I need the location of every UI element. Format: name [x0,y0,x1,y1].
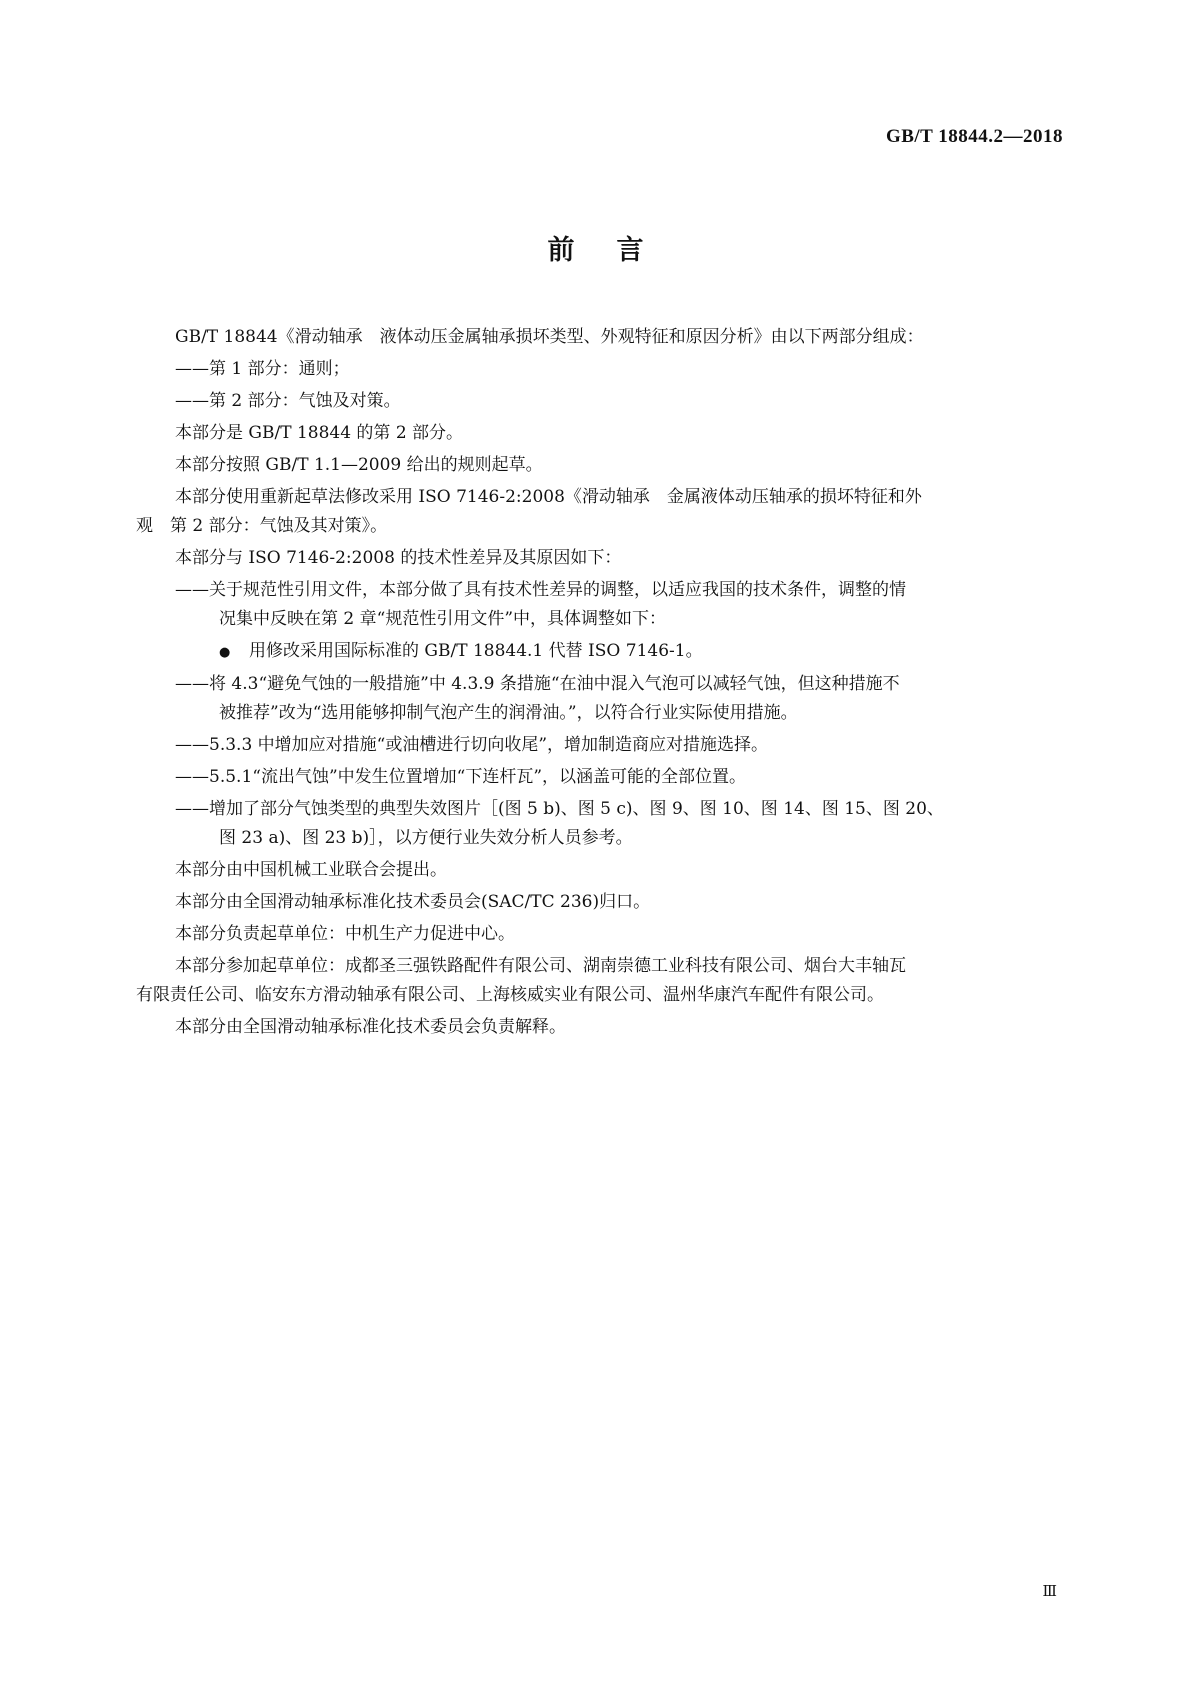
paragraph-adoption-line2: 观 第 2 部分：气蚀及其对策》。 [136,516,388,536]
paragraph-drafting-rules: 本部分按照 GB/T 1.1—2009 给出的规则起草。 [175,455,543,475]
paragraph-adoption-line1: 本部分使用重新起草法修改采用 ISO 7146-2:2008《滑动轴承 金属液体动压轴承的损坏特征和外 [175,487,922,507]
list-item-551: ——5.5.1“流出气蚀”中发生位置增加“下连杆瓦”，以涵盖可能的全部位置。 [175,767,747,787]
standard-code: GB/T 18844.2—2018 [885,126,1063,147]
paragraph-composition: GB/T 18844《滑动轴承 液体动压金属轴承损坏类型、外观特征和原因分析》由以下两部分组成： [175,327,924,347]
paragraph-differences-intro: 本部分与 ISO 7146-2:2008 的技术性差异及其原因如下： [175,548,622,568]
paragraph-participants-line2: 有限责任公司、临安东方滑动轴承有限公司、上海核威实业有限公司、温州华康汽车配件有限公司。 [136,985,884,1005]
page-number: Ⅲ [1042,1584,1057,1600]
list-item-measure-change-line2: 被推荐”改为“选用能够抑制气泡产生的润滑油。”，以符合行业实际使用措施。 [219,703,798,723]
list-item-part2: ——第 2 部分：气蚀及对策。 [175,391,401,411]
bullet-item-text: 用修改采用国际标准的 GB/T 18844.1 代替 ISO 7146-1。 [249,641,703,661]
list-item-measure-change-line1: ——将 4.3“避免气蚀的一般措施”中 4.3.9 条措施“在油中混入气泡可以减轻气蚀，但这种措施不 [175,674,900,694]
paragraph-interpretation: 本部分由全国滑动轴承标准化技术委员会负责解释。 [175,1017,566,1037]
bullet-icon: ● [219,645,231,660]
list-item-533: ——5.3.3 中增加应对措施“或油槽进行切向收尾”，增加制造商应对措施选择。 [175,735,769,755]
list-item-normative-refs-line1: ——关于规范性引用文件，本部分做了具有技术性差异的调整，以适应我国的技术条件，调整的情 [175,580,906,600]
paragraph-technical-committee: 本部分由全国滑动轴承标准化技术委员会(SAC/TC 236)归口。 [175,892,651,912]
paragraph-lead-drafter: 本部分负责起草单位：中机生产力促进中心。 [175,924,515,944]
list-item-normative-refs-line2: 况集中反映在第 2 章“规范性引用文件”中，具体调整如下： [219,609,667,629]
list-item-part1: ——第 1 部分：通则； [175,359,350,379]
paragraph-part-statement: 本部分是 GB/T 18844 的第 2 部分。 [175,423,464,443]
list-item-figures-line2: 图 23 a)、图 23 b)］，以方便行业失效分析人员参考。 [219,828,633,848]
foreword-body [136,323,1062,1045]
paragraph-proposer: 本部分由中国机械工业联合会提出。 [175,860,447,880]
paragraph-participants-line1: 本部分参加起草单位：成都圣三强铁路配件有限公司、湖南崇德工业科技有限公司、烟台大丰轴瓦 [175,956,906,976]
list-item-figures-line1: ——增加了部分气蚀类型的典型失效图片［(图 5 b)、图 5 c)、图 9、图 10、图 14、图 15、图 20、 [175,799,944,819]
bullet-item-replacement [136,637,1062,667]
page-title: 前言 [547,235,686,266]
